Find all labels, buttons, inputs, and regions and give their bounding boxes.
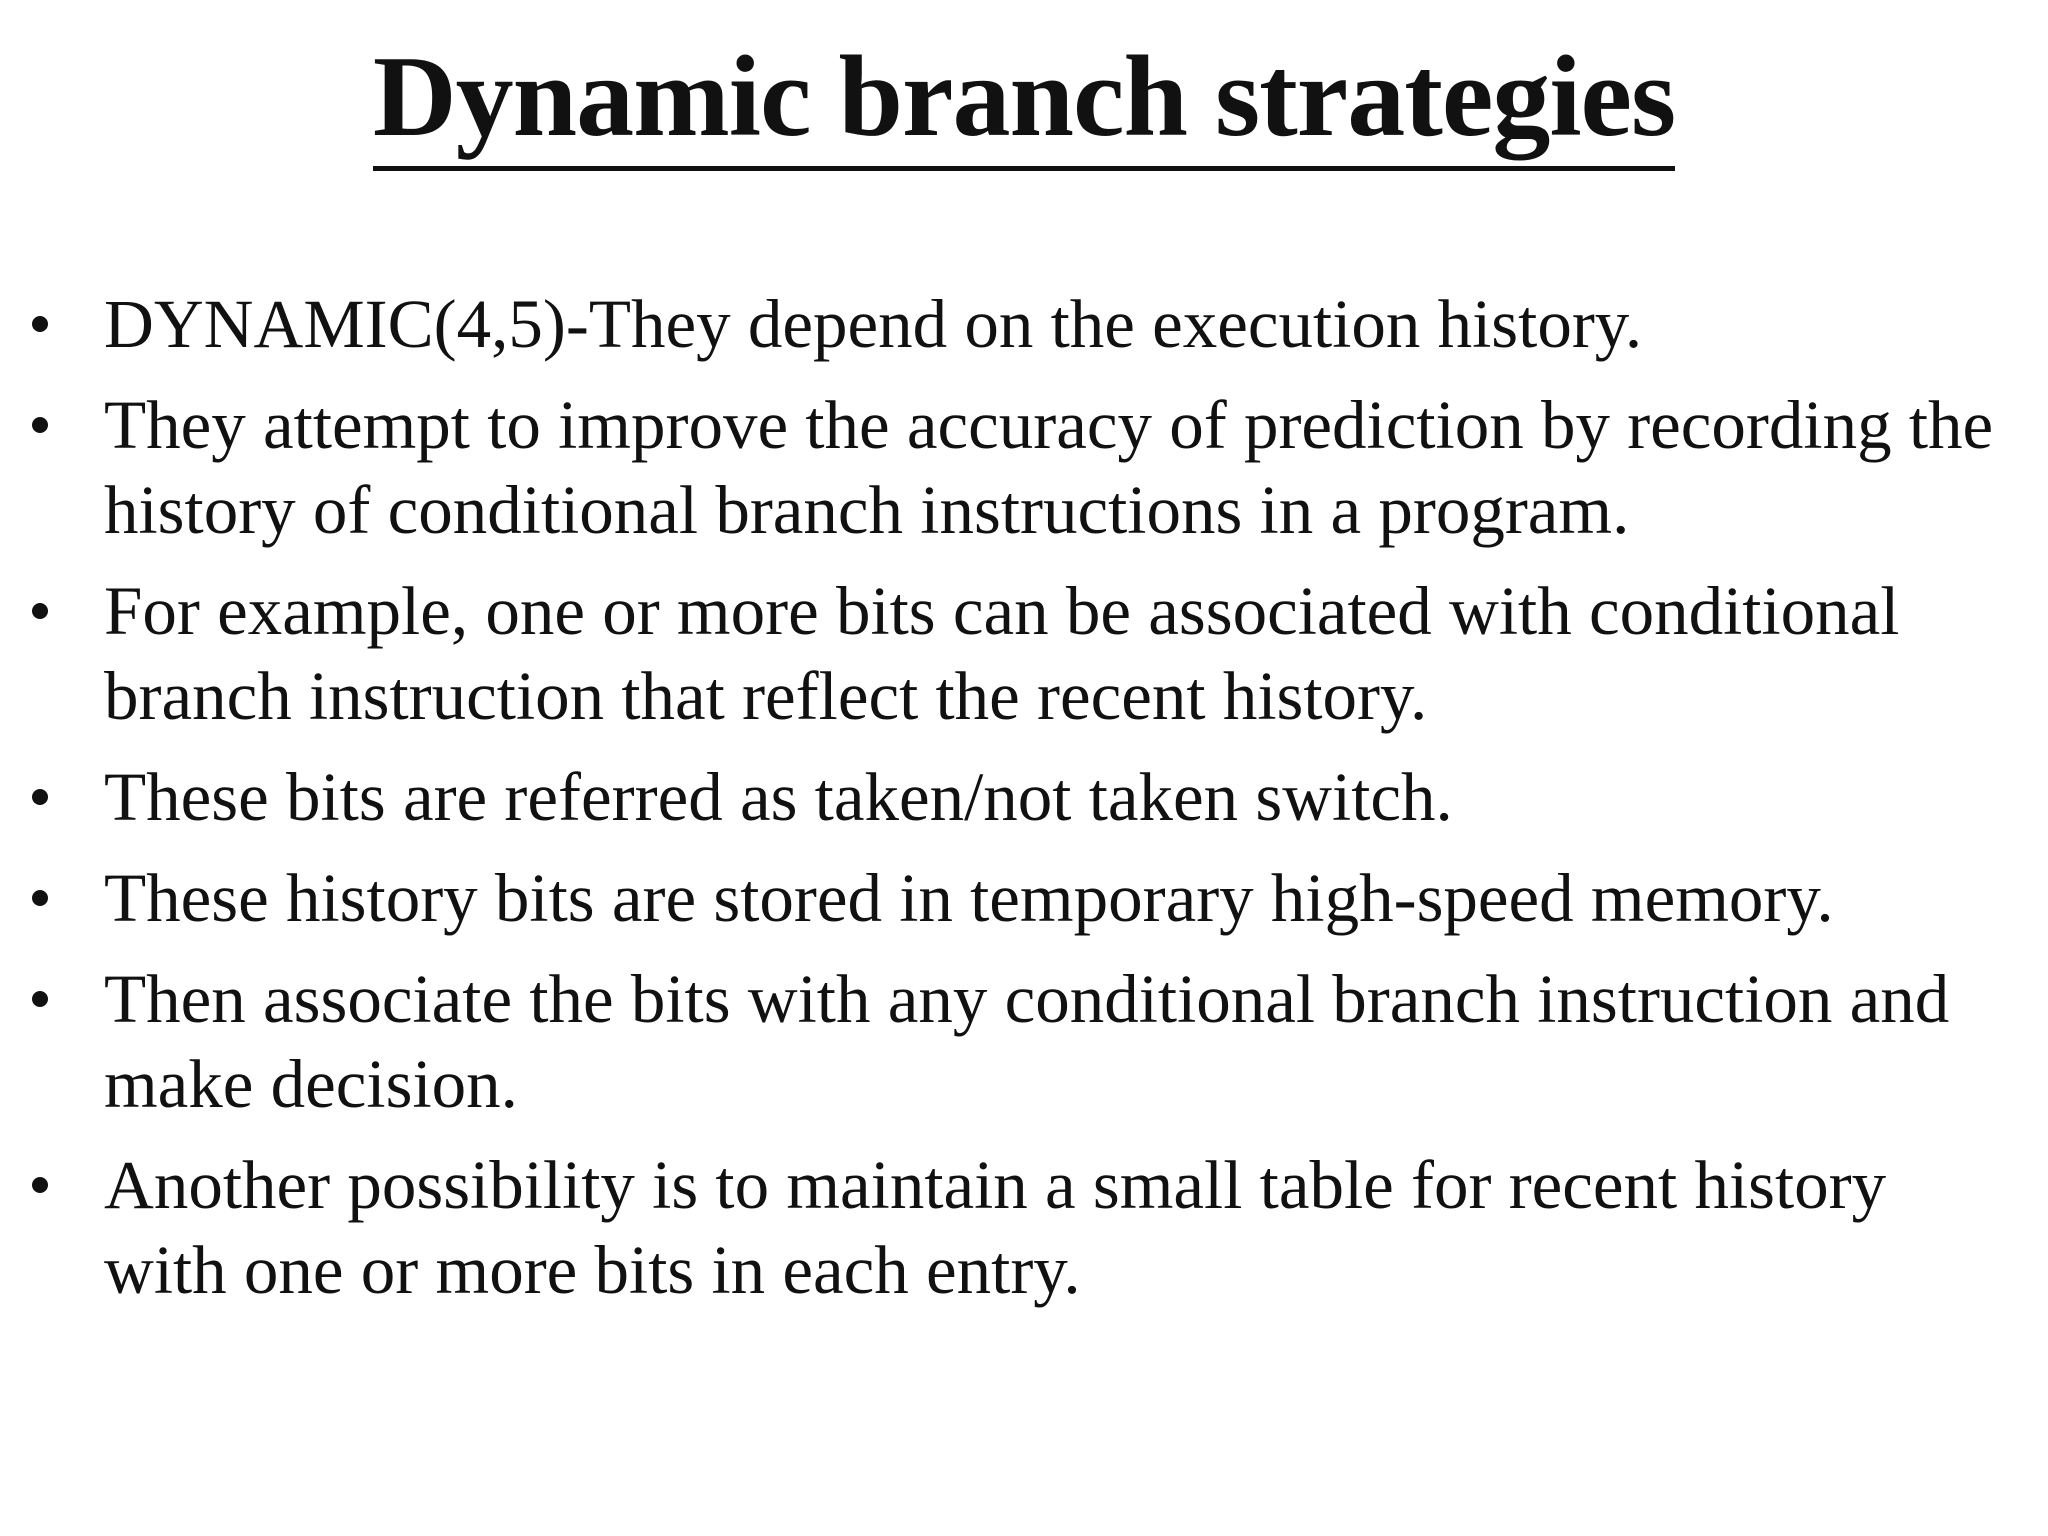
- bullet-dot-icon: [32, 1177, 48, 1193]
- bullet-dot-icon: [32, 991, 48, 1007]
- bullet-dot-icon: [32, 890, 48, 906]
- bullet-dot-icon: [32, 417, 48, 433]
- bullet-item: [26, 755, 2026, 840]
- bullet-item: [26, 383, 2026, 553]
- bullet-dot-icon: [32, 789, 48, 805]
- bullet-text: Another possibility is to maintain a small table for recent history with one or more bits in each entry.: [104, 1147, 1887, 1308]
- bullet-text: DYNAMIC(4,5)-They depend on the execution history.: [104, 286, 1643, 362]
- bullet-text: For example, one or more bits can be associated with conditional branch instruction that reflect the recent history.: [104, 573, 1900, 734]
- bullet-text: They attempt to improve the accuracy of prediction by recording the history of conditional branch instructions in a program.: [104, 387, 1994, 548]
- bullet-item: [26, 282, 2026, 367]
- bullet-item: [26, 569, 2026, 739]
- slide-title: [0, 34, 2048, 171]
- bullet-list: [26, 282, 2026, 1329]
- bullet-dot-icon: [32, 603, 48, 619]
- bullet-item: [26, 856, 2026, 941]
- slide-title-text: Dynamic branch strategies: [373, 34, 1675, 171]
- bullet-item: [26, 957, 2026, 1127]
- bullet-text: These history bits are stored in temporary high-speed memory.: [104, 860, 1834, 936]
- bullet-item: [26, 1143, 2026, 1313]
- bullet-text: These bits are referred as taken/not taken switch.: [104, 759, 1453, 835]
- bullet-dot-icon: [32, 316, 48, 332]
- bullet-text: Then associate the bits with any conditional branch instruction and make decision.: [104, 961, 1950, 1122]
